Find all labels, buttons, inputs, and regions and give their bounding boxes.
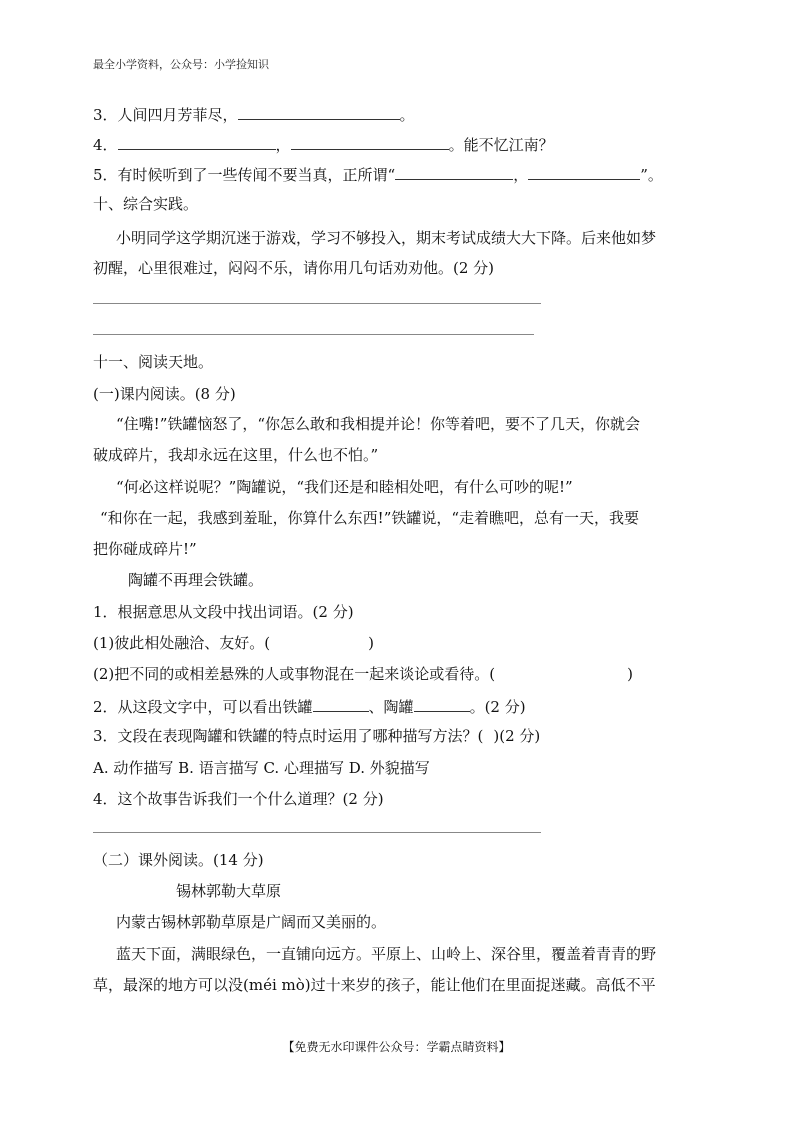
q4-end: 。能不忆江南？ <box>448 136 554 154</box>
story-line-3: 草，最深的地方可以没(méi mò)过十来岁的孩子，能让他们在里面捉迷藏。高低不平 <box>93 976 656 994</box>
q5-end: ”。 <box>640 166 663 184</box>
answer-line-1[interactable] <box>93 303 541 304</box>
q4-blank-1[interactable] <box>118 133 276 150</box>
passage-line-4: “和你在一起，我感到羞耻，你算什么东西!”铁罐说，“走着瞧吧，总有一天，我要 <box>100 509 640 527</box>
answer-line-q4[interactable] <box>93 832 541 833</box>
page-header: 最全小学资料，公众号：小学捡知识 <box>93 58 269 71</box>
passage-line-2: 破成碎片，我却永远在这里，什么也不怕。” <box>93 446 379 464</box>
q5-blank-2[interactable] <box>528 163 640 180</box>
section-10-prompt-line-1: 小明同学这学期沉迷于游戏，学习不够投入，期末考试成绩大大下降。后来他如梦 <box>116 229 657 247</box>
question-5-saying <box>93 163 663 185</box>
q5-comma: ， <box>513 166 529 184</box>
story-line-2: 蓝天下面，满眼绿色，一直铺向远方。平原上、山岭上、深谷里，覆盖着青青的野 <box>116 945 657 963</box>
answer-line-2[interactable] <box>93 334 534 335</box>
passage-line-5: 把你碰成碎片!” <box>93 540 197 558</box>
q3-prompt: 3．人间四月芳菲尽， <box>93 106 238 124</box>
story-title: 锡林郭勒大草原 <box>176 882 282 900</box>
reading-q3 <box>93 726 540 746</box>
section-10-prompt-line-2: 初醒，心里很难过，闷闷不乐，请你用几句话劝劝他。(2 分) <box>93 259 495 277</box>
q2-blank-tiekuan[interactable] <box>313 695 369 712</box>
q3r-close: )(2 分) <box>493 727 541 745</box>
q4-comma: ， <box>275 136 291 154</box>
q1b-text: (2)把不同的或相差悬殊的人或事物混在一起来谈论或看待。( <box>93 665 496 683</box>
q3-blank[interactable] <box>238 103 400 120</box>
passage-line-6: 陶罐不再理会铁罐。 <box>128 571 264 589</box>
reading-q1b <box>93 664 633 684</box>
q4-blank-2[interactable] <box>291 133 449 150</box>
q1b-close: ) <box>627 665 633 683</box>
q3r-text: 3．文段在表现陶罐和铁罐的特点时运用了哪种描写方法？( <box>93 727 484 745</box>
q5-blank-1[interactable] <box>395 163 513 180</box>
reading-q4: 4．这个故事告诉我们一个什么道理？(2 分) <box>93 790 384 808</box>
part-2-title: （二）课外阅读。(14 分) <box>93 851 264 869</box>
passage-line-1: “住嘴!”铁罐恼怒了，“你怎么敢和我相提并论！你等着吧，要不了几天，你就会 <box>116 415 641 433</box>
q2-blank-taoguan[interactable] <box>414 695 470 712</box>
section-10-title: 十、综合实践。 <box>93 195 199 213</box>
reading-q3-options: A. 动作描写 B. 语言描写 C. 心理描写 D. 外貌描写 <box>93 759 430 777</box>
q1a-text: (1)彼此相处融洽、友好。( <box>93 634 271 652</box>
page-footer: 【免费无水印课件公众号：学霸点睛资料】 <box>282 1040 511 1054</box>
reading-q1a <box>93 633 374 653</box>
question-3-poem <box>93 103 415 125</box>
reading-q1: 1．根据意思从文段中找出词语。(2 分) <box>93 603 354 621</box>
section-11-title: 十一、阅读天地。 <box>93 353 214 371</box>
reading-q2 <box>93 695 526 717</box>
q1a-close: ) <box>368 634 374 652</box>
q3-end: 。 <box>399 106 415 124</box>
question-4-poem <box>93 133 554 155</box>
part-1-title: (一)课内阅读。(8 分) <box>93 385 236 403</box>
story-line-1: 内蒙古锡林郭勒草原是广阔而又美丽的。 <box>116 913 387 931</box>
q2-mid: 、陶罐 <box>368 698 414 716</box>
q5-prompt: 5．有时候听到了一些传闻不要当真，正所谓“ <box>93 166 396 184</box>
q2-end: 。(2 分) <box>469 698 526 716</box>
passage-line-3: “何必这样说呢？”陶罐说，“我们还是和睦相处吧，有什么可吵的呢!” <box>116 478 573 496</box>
q2-prompt: 2．从这段文字中，可以看出铁罐 <box>93 698 313 716</box>
q4-prompt: 4． <box>93 136 118 154</box>
